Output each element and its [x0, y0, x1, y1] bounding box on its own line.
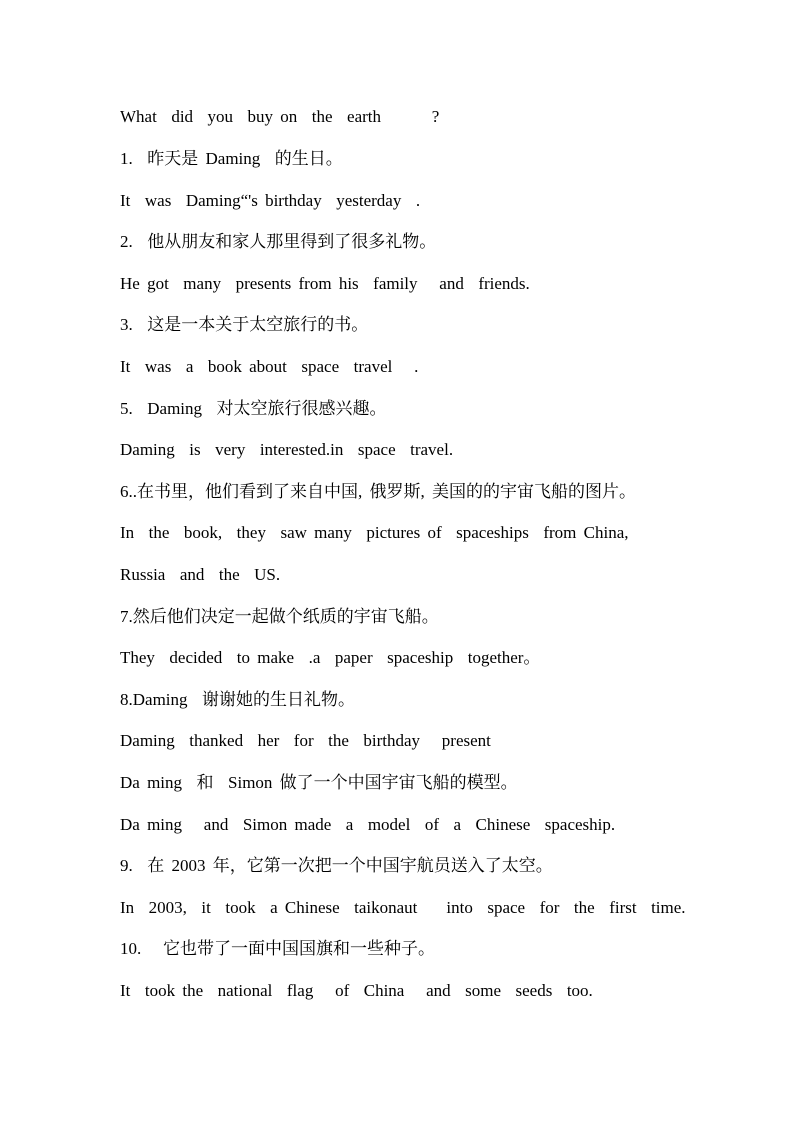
item-1-english: It was Daming“'s birthday yesterday . — [120, 191, 421, 210]
item-2-english: He got many presents from his family and friends. — [120, 274, 530, 293]
item-1-chinese: 1. 昨天是 Daming 的生日。 — [120, 149, 343, 168]
item-7-english: They decided to make .a paper spaceship together。 — [120, 648, 541, 667]
item-6-english-line1: In the book, they saw many pictures of spaceships from China, — [120, 523, 629, 542]
item-6-chinese: 6..在书里，他们看到了来自中国, 俄罗斯, 美国的的宇宙飞船的图片。 — [120, 482, 636, 501]
item-3-english: It was a book about space travel . — [120, 357, 419, 376]
item-9-english: In 2003, it took a Chinese taikonaut into space for the first time. — [120, 898, 686, 917]
item-9-chinese: 9. 在 2003 年，它第一次把一个中国宇航员送入了太空。 — [120, 856, 553, 875]
title-question: What did you buy on the earth ? — [120, 107, 440, 126]
item-6-english-line2: Russia and the US. — [120, 565, 281, 584]
item-3-chinese: 3. 这是一本关于太空旅行的书。 — [120, 315, 369, 334]
item-10-chinese: 10. 它也带了一面中国国旗和一些种子。 — [120, 939, 435, 958]
item-5-english: Daming is very interested.in space travel. — [120, 440, 454, 459]
item-5-chinese: 5. Daming 对太空旅行很感兴趣。 — [120, 399, 387, 418]
item-8-english: Daming thanked her for the birthday present — [120, 731, 491, 750]
item-10-english: It took the national flag of China and some seeds too. — [120, 981, 593, 1000]
item-7-chinese: 7.然后他们决定一起做个纸质的宇宙飞船。 — [120, 607, 439, 626]
item-2-chinese: 2. 他从朋友和家人那里得到了很多礼物。 — [120, 232, 437, 251]
model-chinese: Da ming 和 Simon 做了一个中国宇宙飞船的模型。 — [120, 773, 518, 792]
model-english: Da ming and Simon made a model of a Chinese spaceship. — [120, 815, 616, 834]
item-8-chinese: 8.Daming 谢谢她的生日礼物。 — [120, 690, 356, 709]
